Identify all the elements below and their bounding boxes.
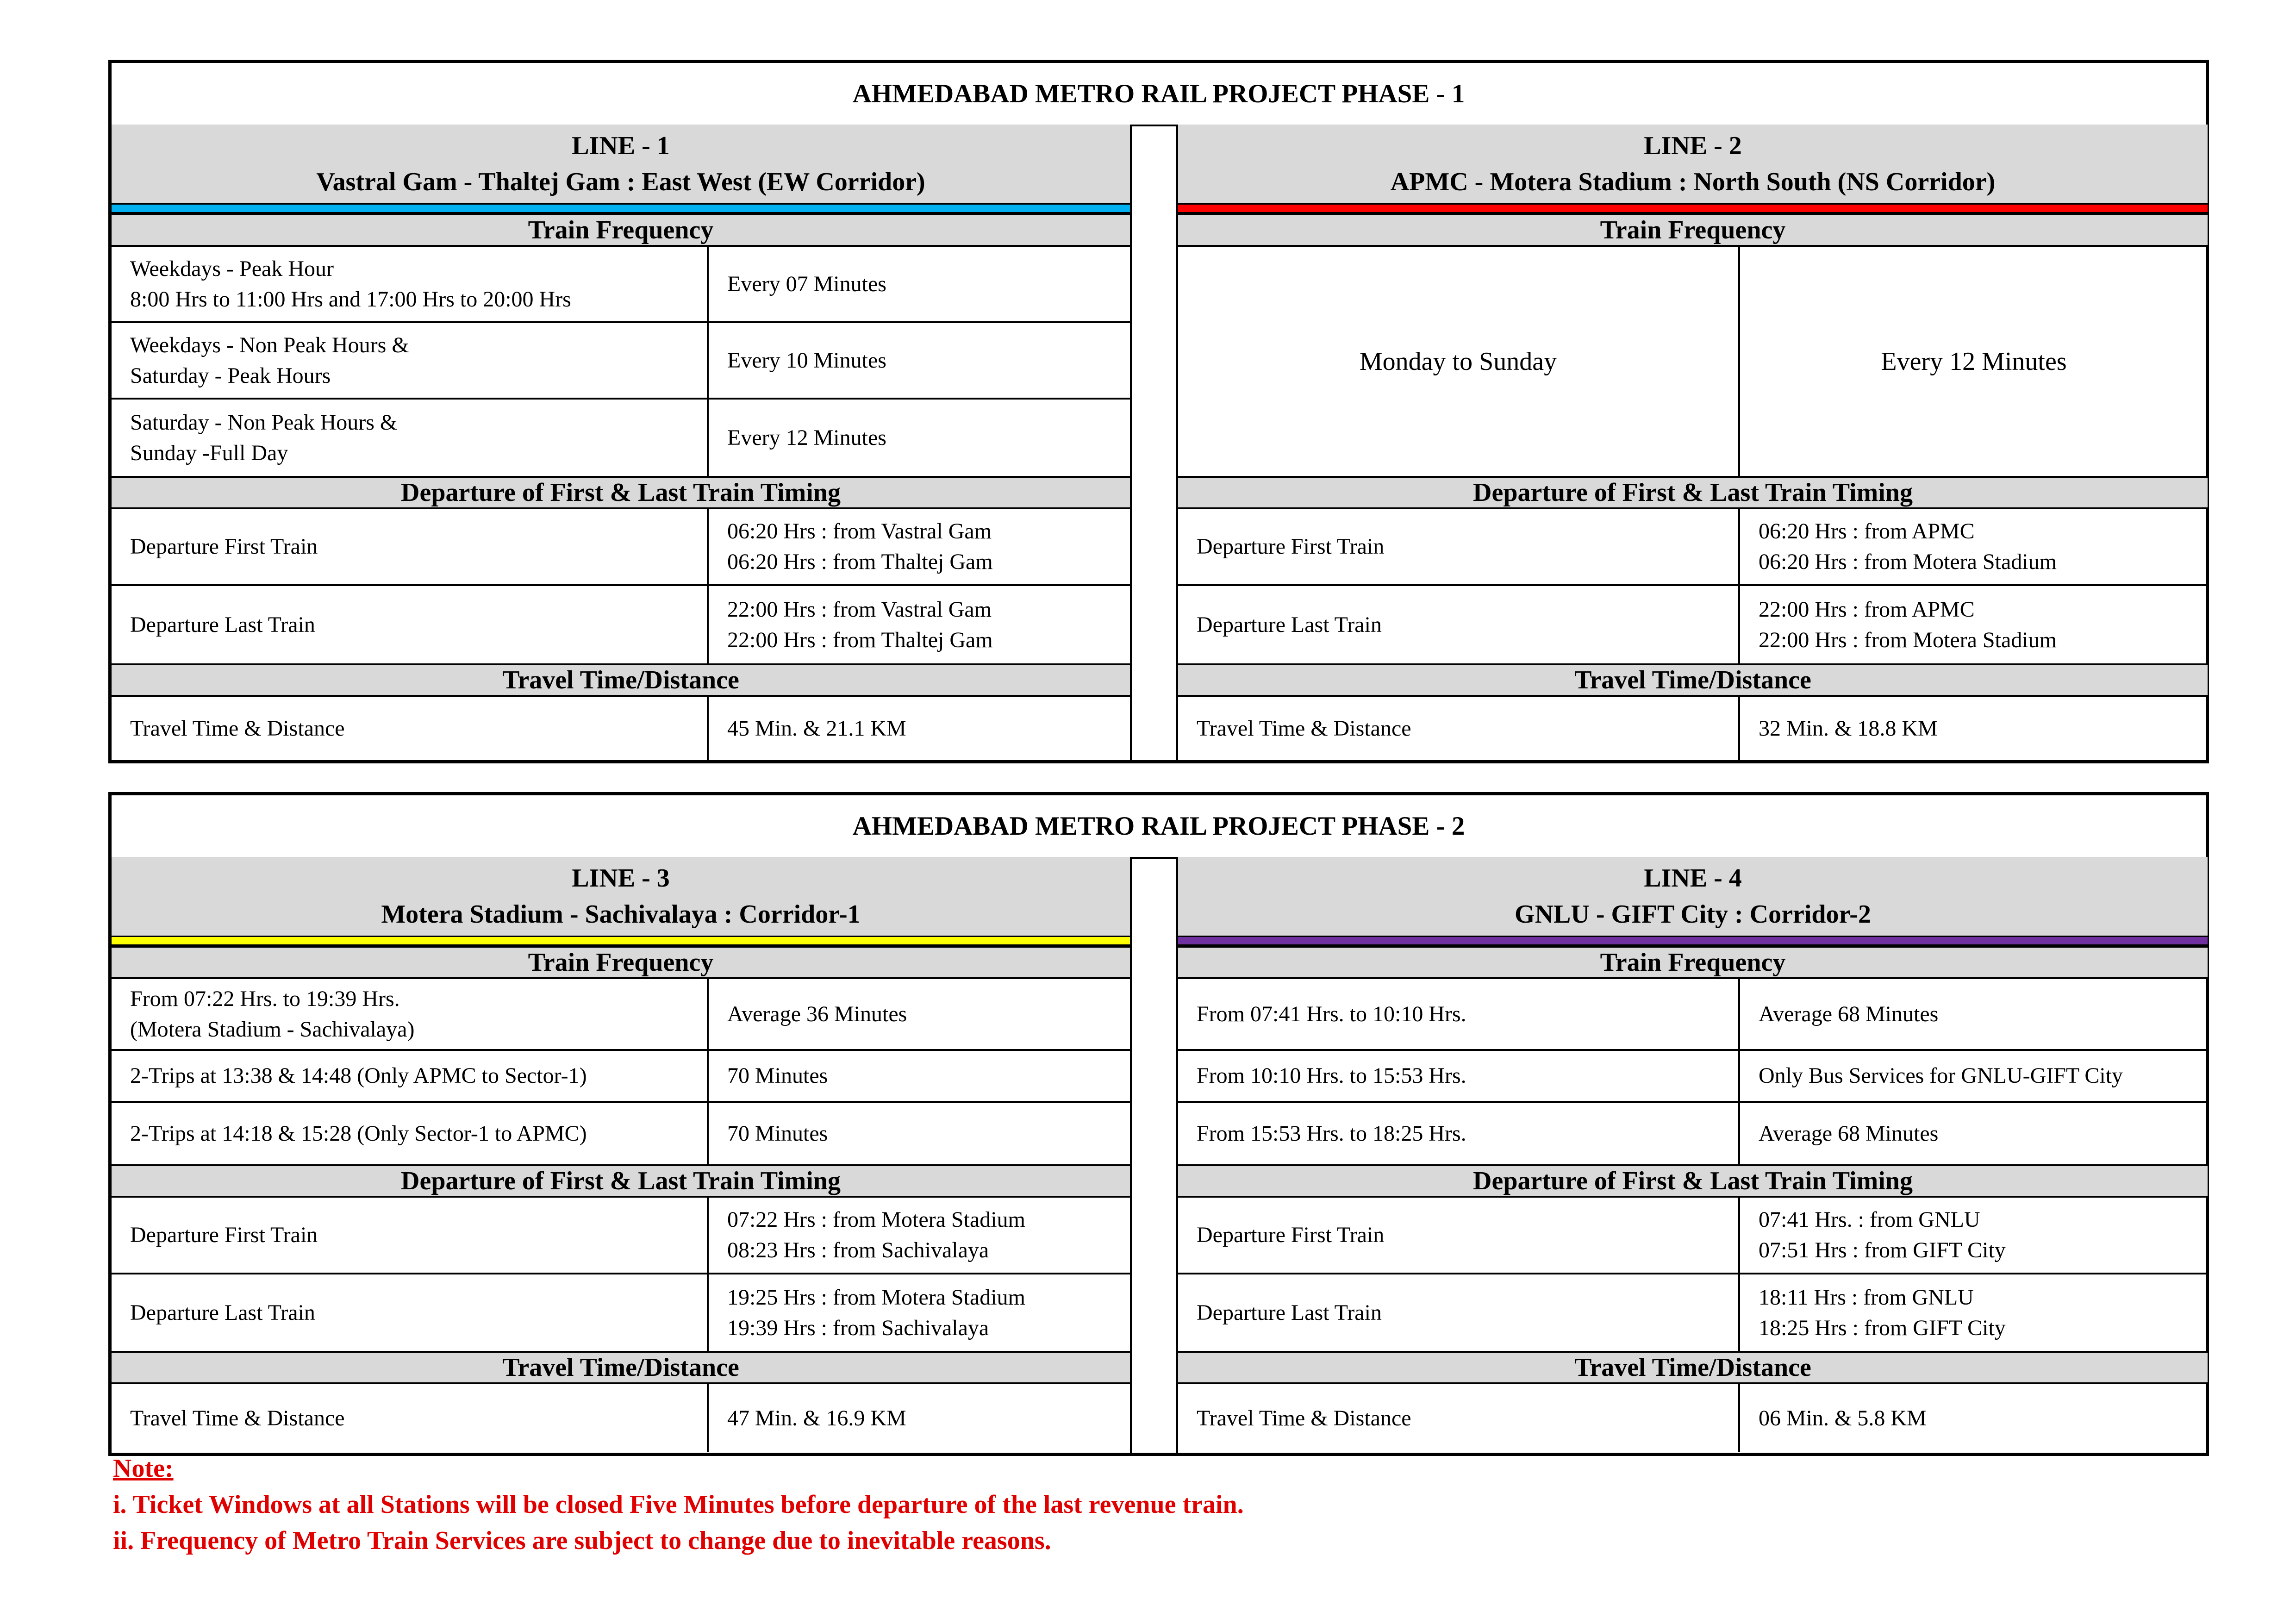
frequency-label: Weekdays - Non Peak Hours & (130, 332, 409, 357)
frequency-label: Weekdays - Peak Hour (130, 256, 334, 281)
frequency-value: Average 68 Minutes (1759, 1001, 1939, 1026)
frequency-value: Every 10 Minutes (727, 348, 886, 373)
first-train-label: Departure First Train (1178, 509, 1740, 584)
line-1-frequency-header: Train Frequency (112, 213, 1130, 247)
line-4-header (1178, 857, 2208, 936)
travel-label: Travel Time & Distance (112, 697, 709, 760)
table-row (112, 400, 1130, 476)
line-2-panel (1176, 125, 2208, 760)
line-4-frequency-header: Train Frequency (1178, 946, 2208, 979)
last-train-label: Departure Last Train (112, 586, 709, 663)
table-row (112, 509, 1130, 586)
table-row (112, 1198, 1130, 1274)
travel-value: 47 Min. & 16.9 KM (727, 1405, 906, 1430)
last-train-time: 19:39 Hrs : from Sachivalaya (727, 1315, 989, 1340)
first-train-time: 08:23 Hrs : from Sachivalaya (727, 1238, 989, 1262)
table-row (1178, 979, 2208, 1051)
phase-2-table (108, 792, 2209, 1456)
line-3-route: Motera Stadium - Sachivalaya : Corridor-1 (381, 900, 861, 929)
phase-2-title: AHMEDABAD METRO RAIL PROJECT PHASE - 2 (112, 795, 2206, 859)
last-train-time: 22:00 Hrs : from Vastral Gam (727, 597, 992, 622)
last-train-time: 18:11 Hrs : from GNLU (1759, 1285, 1974, 1310)
line-3-frequency-header: Train Frequency (112, 946, 1130, 979)
line-2-frequency-header: Train Frequency (1178, 213, 2208, 247)
last-train-time: 22:00 Hrs : from Thaltej Gam (727, 627, 993, 652)
first-train-time: 06:20 Hrs : from Thaltej Gam (727, 550, 993, 574)
table-row (1178, 1103, 2208, 1164)
line-4-name: LINE - 4 (1644, 864, 1742, 893)
frequency-value: Average 68 Minutes (1759, 1121, 1939, 1146)
note-item: i. Ticket Windows at all Stations will be closed Five Minutes before departure of the last revenue train. (113, 1490, 1244, 1519)
line-3-panel (112, 857, 1132, 1453)
line-2-route: APMC - Motera Stadium : North South (NS Corridor) (1390, 168, 1996, 196)
first-train-time: 07:22 Hrs : from Motera Stadium (727, 1207, 1025, 1232)
frequency-value: Every 07 Minutes (727, 271, 886, 296)
table-row (112, 979, 1130, 1051)
line-2-timing-header: Departure of First & Last Train Timing (1178, 476, 2208, 509)
last-train-label: Departure Last Train (1178, 1274, 1740, 1351)
line-2-color-bar (1178, 203, 2208, 213)
line-1-route: Vastral Gam - Thaltej Gam : East West (EW Corridor) (316, 168, 925, 196)
line-3-header (112, 857, 1130, 936)
line-2-name: LINE - 2 (1644, 131, 1742, 160)
phase-1-table (108, 60, 2209, 763)
line-1-color-bar (112, 203, 1130, 213)
first-train-time: 06:20 Hrs : from APMC (1759, 519, 1975, 543)
first-train-label: Departure First Train (112, 1198, 709, 1273)
line-4-travel-header: Travel Time/Distance (1178, 1351, 2208, 1384)
line-1-panel (112, 125, 1132, 760)
frequency-label-detail: Saturday - Peak Hours (130, 363, 331, 388)
first-train-time: 06:20 Hrs : from Vastral Gam (727, 519, 992, 543)
frequency-label-detail: Sunday -Full Day (130, 440, 288, 465)
last-train-time: 19:25 Hrs : from Motera Stadium (727, 1285, 1025, 1310)
line-1-timing-header: Departure of First & Last Train Timing (112, 476, 1130, 509)
table-row (1178, 1051, 2208, 1103)
first-train-time: 07:41 Hrs. : from GNLU (1759, 1207, 1980, 1232)
phase-1-title: AHMEDABAD METRO RAIL PROJECT PHASE - 1 (112, 63, 2206, 126)
table-row (1178, 1274, 2208, 1351)
frequency-label: Saturday - Non Peak Hours & (130, 410, 398, 435)
line-3-timing-header: Departure of First & Last Train Timing (112, 1164, 1130, 1198)
first-train-time: 06:20 Hrs : from Motera Stadium (1759, 550, 2057, 574)
line-3-travel-header: Travel Time/Distance (112, 1351, 1130, 1384)
table-row (1178, 586, 2208, 663)
frequency-label: From 07:41 Hrs. to 10:10 Hrs. (1178, 979, 1740, 1049)
frequency-value: 70 Minutes (727, 1063, 828, 1088)
table-row (1178, 1384, 2208, 1452)
line-1-name: LINE - 1 (572, 131, 670, 160)
travel-label: Travel Time & Distance (1178, 1384, 1740, 1452)
table-row (112, 586, 1130, 663)
last-train-time: 18:25 Hrs : from GIFT City (1759, 1315, 2006, 1340)
travel-value: 32 Min. & 18.8 KM (1759, 716, 1938, 741)
travel-label: Travel Time & Distance (112, 1384, 709, 1452)
travel-value: 45 Min. & 21.1 KM (727, 716, 906, 741)
line-1-header (112, 125, 1130, 203)
table-row (1178, 697, 2208, 760)
frequency-days: Monday to Sunday (1178, 247, 1740, 476)
last-train-time: 22:00 Hrs : from APMC (1759, 597, 1975, 622)
line-2-travel-header: Travel Time/Distance (1178, 663, 2208, 697)
table-row (112, 1384, 1130, 1452)
line-4-color-bar (1178, 936, 2208, 946)
table-row (112, 697, 1130, 760)
frequency-value: Every 12 Minutes (727, 425, 886, 450)
frequency-value: Average 36 Minutes (727, 1001, 907, 1026)
travel-value: 06 Min. & 5.8 KM (1759, 1405, 1927, 1430)
frequency-label: 2-Trips at 13:38 & 14:48 (Only APMC to Sector-1) (112, 1051, 709, 1101)
table-row (1178, 247, 2208, 476)
line-2-header (1178, 125, 2208, 203)
table-row (112, 1103, 1130, 1164)
note-item: ii. Frequency of Metro Train Services are subject to change due to inevitable reasons. (113, 1526, 1051, 1555)
frequency-value: 70 Minutes (727, 1121, 828, 1146)
line-1-travel-header: Travel Time/Distance (112, 663, 1130, 697)
frequency-label-detail: 8:00 Hrs to 11:00 Hrs and 17:00 Hrs to 20:00 Hrs (130, 287, 571, 312)
frequency-label: From 15:53 Hrs. to 18:25 Hrs. (1178, 1103, 1740, 1164)
table-row (112, 323, 1130, 400)
note-title: Note: (113, 1454, 174, 1483)
first-train-label: Departure First Train (1178, 1198, 1740, 1273)
frequency-value: Only Bus Services for GNLU-GIFT City (1759, 1063, 2123, 1088)
first-train-time: 07:51 Hrs : from GIFT City (1759, 1238, 2006, 1262)
frequency-label: From 07:22 Hrs. to 19:39 Hrs. (130, 986, 400, 1011)
line-3-color-bar (112, 936, 1130, 946)
frequency-label: From 10:10 Hrs. to 15:53 Hrs. (1178, 1051, 1740, 1101)
line-4-timing-header: Departure of First & Last Train Timing (1178, 1164, 2208, 1198)
last-train-label: Departure Last Train (112, 1274, 709, 1351)
table-row (112, 1051, 1130, 1103)
table-row (112, 247, 1130, 323)
line-3-name: LINE - 3 (572, 864, 670, 893)
table-row (112, 1274, 1130, 1351)
first-train-label: Departure First Train (112, 509, 709, 584)
table-row (1178, 1198, 2208, 1274)
frequency-label: 2-Trips at 14:18 & 15:28 (Only Sector-1 to APMC) (112, 1103, 709, 1164)
last-train-label: Departure Last Train (1178, 586, 1740, 663)
travel-label: Travel Time & Distance (1178, 697, 1740, 760)
frequency-label-detail: (Motera Stadium - Sachivalaya) (130, 1017, 415, 1042)
line-4-route: GNLU - GIFT City : Corridor-2 (1515, 900, 1871, 929)
table-row (1178, 509, 2208, 586)
line-4-panel (1176, 857, 2208, 1453)
frequency-value: Every 12 Minutes (1881, 347, 2067, 376)
last-train-time: 22:00 Hrs : from Motera Stadium (1759, 627, 2057, 652)
